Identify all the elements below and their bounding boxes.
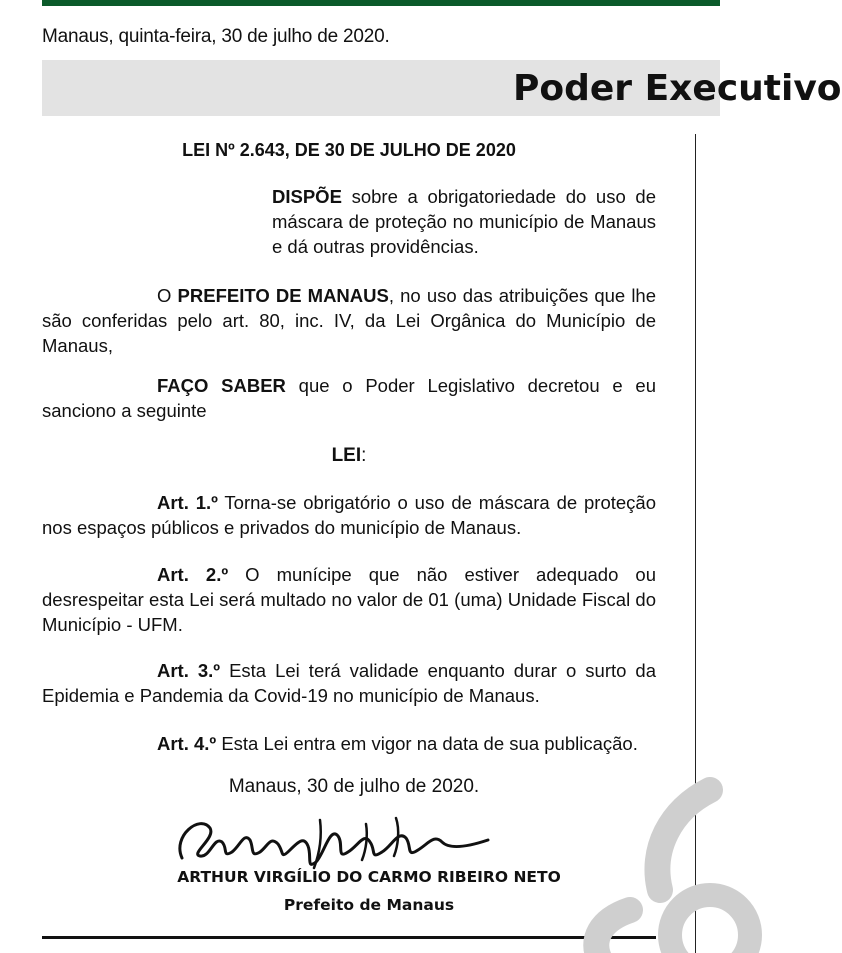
handwritten-signature-icon	[170, 806, 500, 876]
signer-name: ARTHUR VIRGÍLIO DO CARMO RIBEIRO NETO	[177, 868, 561, 886]
section-title: Poder Executivo	[513, 68, 842, 109]
summary-lead: DISPÕE	[272, 186, 342, 207]
article-label: Art. 3.º	[157, 660, 221, 681]
article-text: Esta Lei terá validade enquanto durar o surto da Epidemia e Pandemia da Covid-19 no município de Manaus.	[42, 660, 656, 706]
lei-heading	[42, 445, 656, 467]
lei-heading-suffix: :	[361, 445, 367, 466]
place-and-date: Manaus, 30 de julho de 2020.	[228, 776, 480, 797]
enactment-paragraph	[42, 373, 656, 423]
lei-heading-word: LEI	[331, 445, 362, 466]
article-label: Art. 2.º	[157, 564, 229, 585]
article-label: Art. 1.º	[157, 492, 218, 513]
preamble-authority: PREFEITO DE MANAUS	[177, 285, 389, 306]
header-accent-bar	[42, 0, 720, 6]
article-label: Art. 4.º	[157, 733, 217, 754]
edition-date: Manaus, quinta-feira, 30 de julho de 2020.	[42, 26, 390, 47]
signer-role: Prefeito de Manaus	[283, 896, 455, 914]
article-2	[42, 562, 656, 637]
enactment-text: que o Poder Legislativo decretou e eu sanciono a seguinte	[42, 375, 656, 421]
article-text: O munícipe que não estiver adequado ou desrespeitar esta Lei será multado no valor de 01 (uma) Unidade Fiscal do Município - UFM.	[42, 564, 656, 635]
article-text: Esta Lei entra em vigor na data de sua publicação.	[216, 733, 638, 754]
article-3	[42, 658, 656, 708]
preamble-paragraph	[42, 283, 656, 358]
article-text: Torna-se obrigatório o uso de máscara de proteção nos espaços públicos e privados do município de Manaus.	[42, 492, 656, 538]
summary-text: sobre a obrigatoriedade do uso de máscara de proteção no município de Manaus e dá outras providências.	[272, 186, 656, 257]
preamble-text: , no uso das atribuições que lhe são conferidas pelo art. 80, inc. IV, da Lei Orgânica do Município de Manaus,	[42, 285, 657, 356]
preamble-pre: O	[157, 285, 178, 306]
section-banner	[42, 60, 842, 116]
article-4	[42, 731, 656, 756]
stamp-watermark-icon	[560, 760, 720, 953]
law-title: LEI Nº 2.643, DE 30 DE JULHO DE 2020	[182, 140, 516, 160]
law-summary	[272, 184, 656, 259]
article-1	[42, 490, 656, 540]
enactment-lead: FAÇO SABER	[157, 375, 286, 396]
